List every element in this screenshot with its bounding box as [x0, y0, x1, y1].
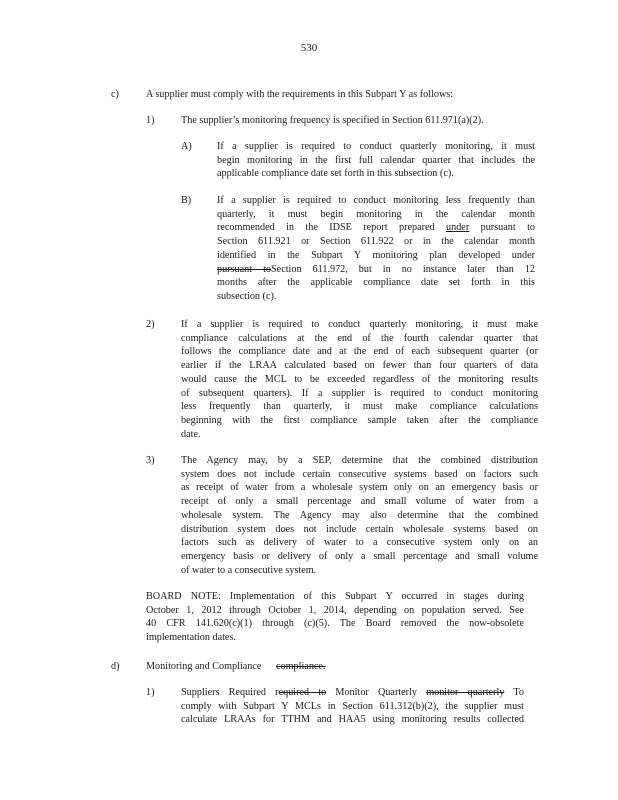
item-d1-deleted-required-to: equired to [278, 687, 327, 698]
subitem-b-line-1: If a supplier is required to conduct monitoring less frequently than [217, 195, 535, 206]
subitem-a-line-1: If a supplier is required to conduct quarterly monitoring, it must [217, 141, 535, 152]
item-d1-text [181, 686, 524, 727]
subitem-a-text [217, 140, 535, 181]
board-note-line-1: BOARD NOTE: Implementation of this Subpart Y occurred in stages during [146, 591, 524, 602]
section-d-heading-deleted: compliance. [276, 661, 326, 672]
subitem-b-line-5: identified in the Subpart Y monitoring plan developed under [217, 249, 535, 261]
item-c3-line-3: as receipt of water from a wholesale system only on an emergency basis or [181, 482, 538, 494]
subitem-b-line-6-text: Section 611.972, but in no instance later than 12 [271, 263, 536, 275]
subitem-a-line-3: applicable compliance date set forth in this subsection (c). [217, 168, 454, 180]
subitem-a-line-2: begin monitoring in the first full calendar quarter that includes the [217, 154, 535, 166]
item-c2-line-2: compliance calculations at the end of the fourth calendar quarter that [181, 332, 538, 344]
page-number: 530 [300, 42, 318, 54]
subitem-b-text [217, 194, 535, 304]
subitem-b-label: B) [181, 195, 192, 206]
item-c3-text [181, 454, 538, 577]
item-d1-to: To [513, 687, 524, 698]
item-d1-label: 1) [146, 687, 155, 698]
item-c3-line-6: distribution system does not include certain wholesale systems based on [181, 523, 538, 535]
subitem-b-pursuant-to: pursuant to [480, 222, 536, 234]
item-c2-line-7: less frequently than quarterly, it must make compliance calculations [181, 401, 538, 413]
item-c3-line-2: system does not include certain consecutive systems based on factors such [181, 468, 538, 480]
subitem-b-line-3 [217, 221, 535, 235]
item-c3-line-4: receipt of only a small percentage and small volume of water from a [181, 496, 538, 508]
item-c3-label: 3) [146, 455, 155, 466]
subitem-b-line-8: subsection (c). [217, 290, 277, 302]
subitem-b-line-3-text: recommended in the IDSE report prepared [217, 222, 435, 234]
subitem-b-line-2: quarterly, it must begin monitoring in the calendar month [217, 208, 535, 220]
item-c2-line-8: beginning with the first compliance sample taken after the compliance [181, 414, 538, 426]
item-c1-text: The supplier’s monitoring frequency is specified in Section 611.971(a)(2). [181, 115, 484, 126]
item-c1-label: 1) [146, 115, 155, 126]
subitem-a-label: A) [181, 141, 192, 152]
inserted-under: under [446, 222, 470, 234]
deleted-pursuant-to: pursuant to [217, 263, 271, 275]
item-d1-line-3: calculate LRAAs for TTHM and HAA5 using monitoring results collected [181, 714, 524, 726]
item-c2-line-9: date. [181, 428, 201, 440]
item-c2-text [181, 318, 538, 441]
item-d1-line-1 [181, 686, 524, 700]
item-c2-line-5: would cause the MCL to be exceeded regardless of the monitoring results [181, 373, 538, 385]
item-c3-line-5: wholesale system. The Agency may also determine that the combined [181, 509, 538, 521]
item-d1-monitor-quarterly: Monitor Quarterly [335, 687, 418, 698]
item-c3-line-7: factors such as delivery of water to a consecutive system only on an [181, 537, 538, 549]
subitem-b-line-7: months after the applicable compliance date set forth in this [217, 277, 535, 289]
section-c-label: c) [111, 89, 119, 100]
subitem-b-line-6 [217, 263, 535, 277]
item-c2-line-6: of subsequent quarters). If a supplier is required to conduct monitoring [181, 387, 538, 399]
board-note-line-4: implementation dates. [146, 632, 236, 644]
item-c3-line-1: The Agency may, by a SEP, determine that the combined distribution [181, 455, 538, 466]
item-c2-line-3: follows the compliance date and at the end of each subsequent quarter (or [181, 346, 538, 358]
section-d-heading [146, 660, 326, 674]
item-c3-line-9: of water to a consecutive system. [181, 564, 317, 576]
subitem-b-line-4: Section 611.921 or Section 611.922 or in the calendar month [217, 236, 535, 248]
section-c-intro: A supplier must comply with the requirements in this Subpart Y as follows: [146, 89, 454, 100]
item-c3-line-8: emergency basis or delivery of only a small percentage and small volume [181, 550, 538, 562]
board-note [146, 590, 524, 645]
item-d1-r: r [275, 687, 279, 698]
item-c2-label: 2) [146, 319, 155, 330]
board-note-line-3: 40 CFR 141.620(c)(1) through (c)(5). The Board removed the now-obsolete [146, 618, 524, 630]
board-note-line-2: October 1, 2012 through October 1, 2014, depending on population served. See [146, 604, 524, 616]
section-d-label: d) [111, 661, 120, 672]
item-c2-line-4: earlier if the LRAA calculated based on fewer than four quarters of data [181, 360, 538, 372]
section-d-heading-text: Monitoring and Compliance [146, 661, 262, 672]
item-c2-line-1: If a supplier is required to conduct quarterly monitoring, it must make [181, 319, 538, 330]
item-d1-deleted-monitor-quarterly: monitor quarterly [426, 687, 505, 698]
item-d1-required: Suppliers Required [181, 687, 266, 698]
item-d1-line-2: comply with Subpart Y MCLs in Section 611.312(b)(2), the supplier must [181, 700, 524, 712]
